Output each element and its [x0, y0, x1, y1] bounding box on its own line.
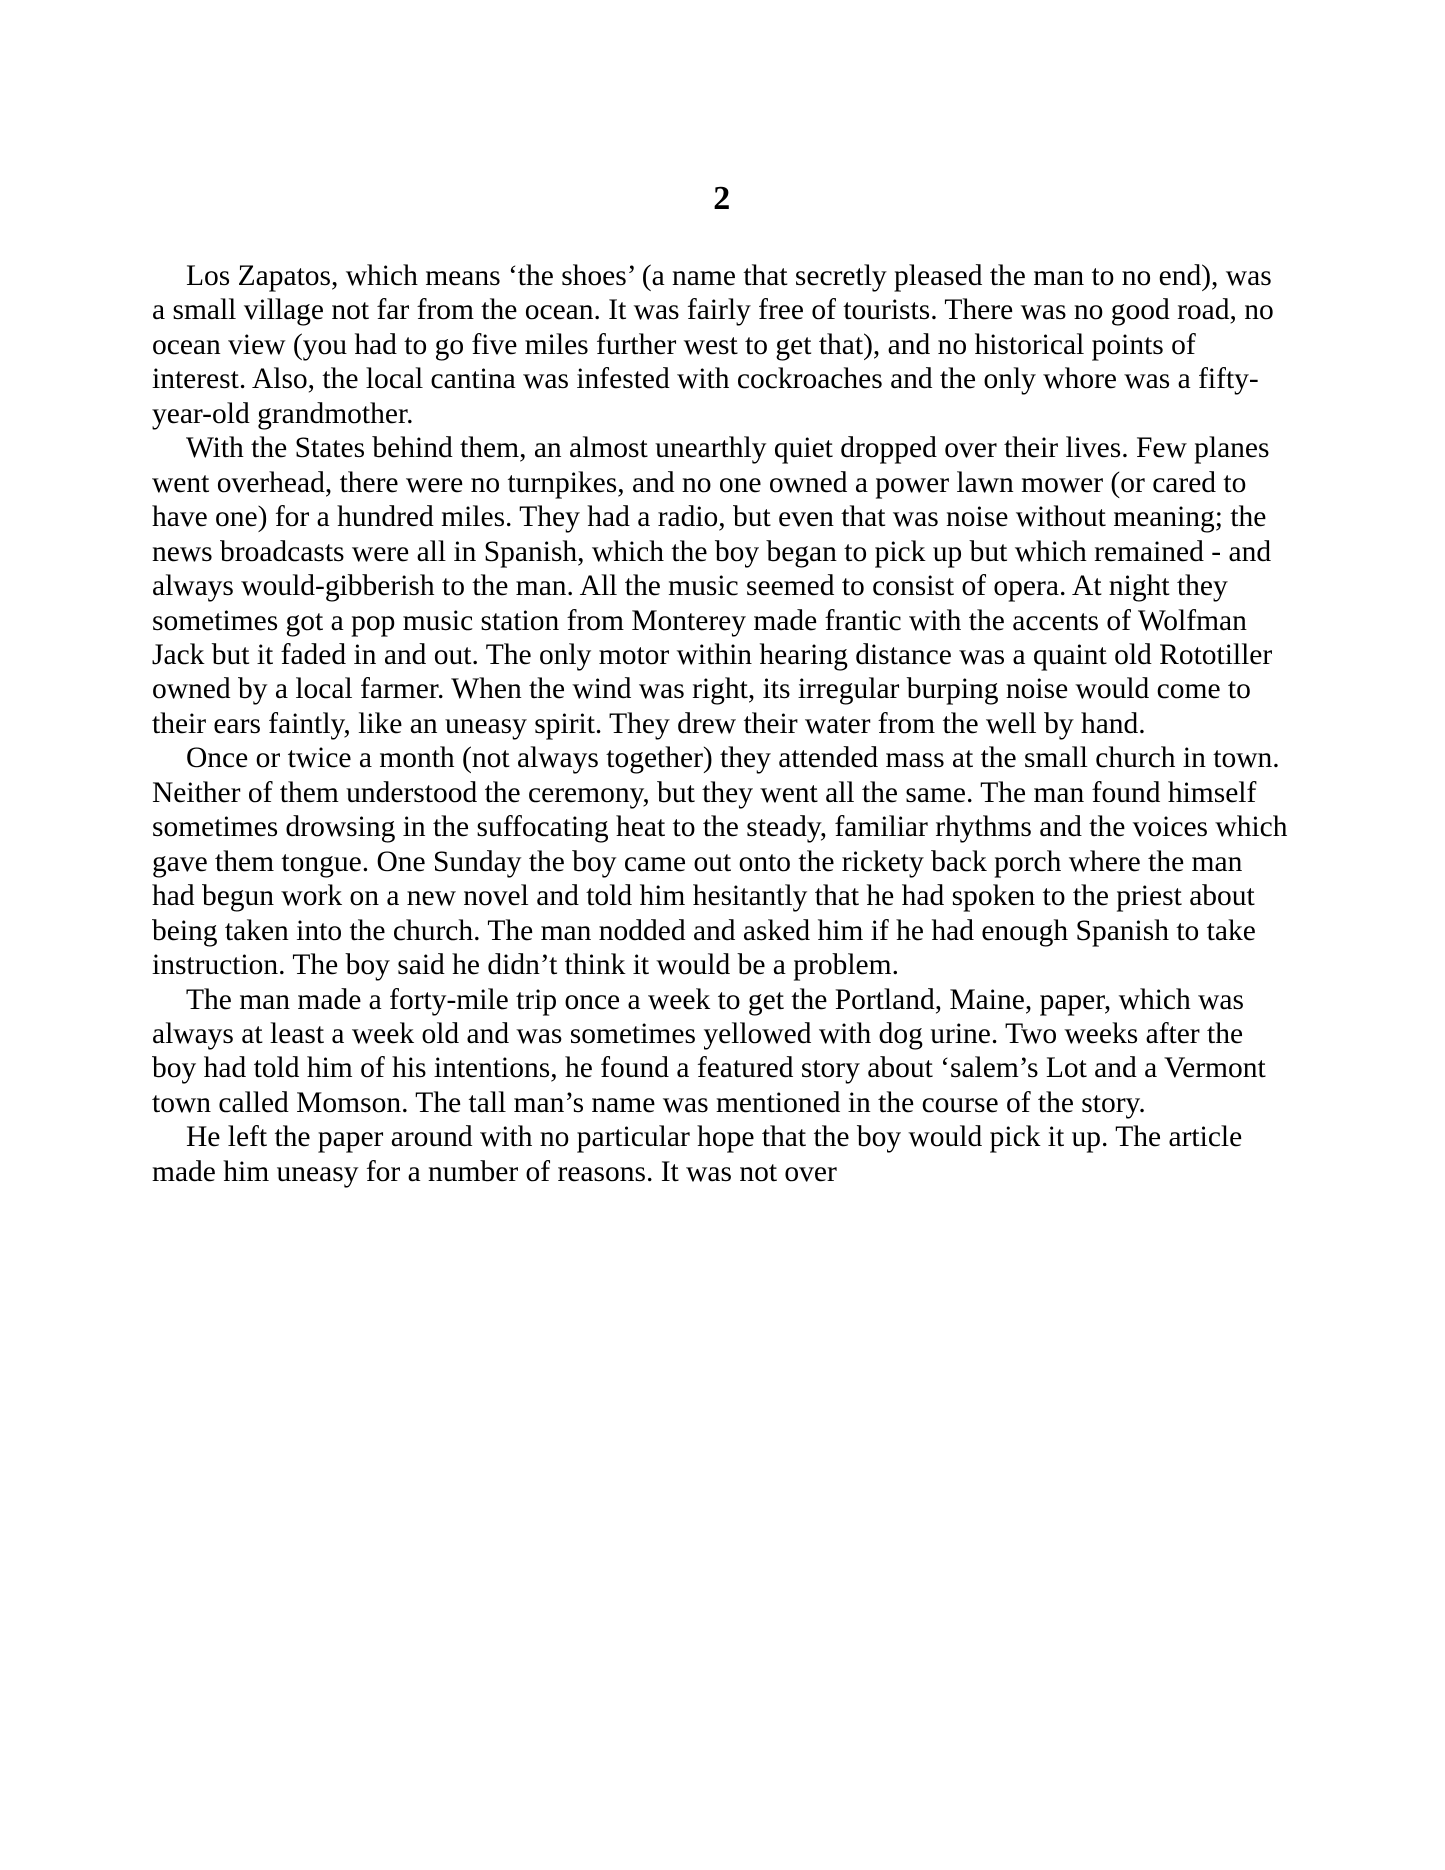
paragraph: With the States behind them, an almost unearthly quiet dropped over their lives. Few planes went overhead, there were no turnpikes, and no one owned a power lawn mower (or cared to have one) for a hundred miles. They had a radio, but even that was noise without meaning; the news broadcasts were all in Spanish, which the boy began to pick up but which remained - and always would-gibberish to the man. All the music seemed to consist of opera. At night they sometimes got a pop music station from Monterey made frantic with the accents of Wolfman Jack but it faded in and out. The only motor within hearing distance was a quaint old Rototiller owned by a local farmer. When the wind was right, its irregular burping noise would come to their ears faintly, like an uneasy spirit. They drew their water from the well by hand.	[152, 432, 1273, 740]
paragraph: The man made a forty-mile trip once a week to get the Portland, Maine, paper, which was always at least a week old and was sometimes yellowed with dog urine. Two weeks after the boy had told him of his intentions, he found a featured story about ‘salem’s Lot and a Vermont town called Momson. The tall man’s name was mentioned in the course of the story.	[152, 983, 1266, 1119]
chapter-number-heading: 2	[713, 180, 731, 217]
paragraph: He left the paper around with no particular hope that the boy would pick it up. The article made him uneasy for a number of reasons. It was not over	[152, 1121, 1243, 1188]
paragraph: Los Zapatos, which means ‘the shoes’ (a name that secretly pleased the man to no end), was a small village not far from the ocean. It was fairly free of tourists. There was no good road, no ocean view (you had to go five miles further west to get that), and no historical points of interest. Also, the local cantina was infested with cockroaches and the only whore was a fifty-year-old grandmother.	[152, 260, 1274, 430]
paragraph: Once or twice a month (not always together) they attended mass at the small church in town. Neither of them understood the ceremony, but they went all the same. The man found himself sometimes drowsing in the suffocating heat to the steady, familiar rhythms and the voices which gave them tongue. One Sunday the boy came out onto the rickety back porch where the man had begun work on a new novel and told him hesitantly that he had spoken to the priest about being taken into the church. The man nodded and asked him if he had enough Spanish to take instruction. The boy said he didn’t think it would be a problem.	[152, 742, 1288, 982]
page-text-column	[152, 0, 1292, 1189]
body-text-block	[152, 259, 1292, 1189]
